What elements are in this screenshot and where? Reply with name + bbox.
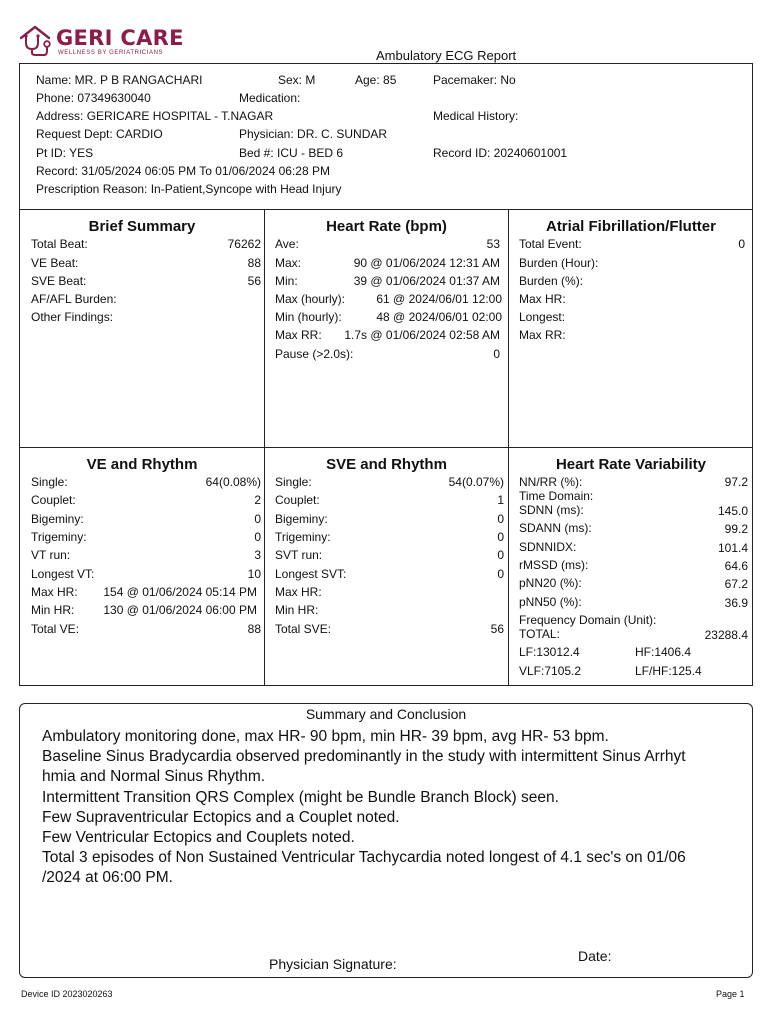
conclusion-title: Summary and Conclusion (305, 706, 467, 722)
af-title: Atrial Fibrillation/Flutter (545, 218, 716, 235)
conclusion-line: Baseline Sinus Bradycardia observed predominantly in the study with intermittent Sinus Arrhyt (42, 748, 686, 765)
patient-address: Address: GERICARE HOSPITAL - T.NAGAR (36, 109, 274, 123)
list-item-value: 90 @ 01/06/2024 12:31 AM (353, 256, 500, 270)
logo-text: GERI CARE (56, 26, 184, 50)
list-item-label: pNN50 (%): (519, 595, 582, 609)
patient-age: Age: 85 (355, 73, 397, 87)
page-number: Page 1 (716, 989, 745, 999)
list-item-label: Total SVE: (275, 622, 332, 636)
list-item-value: 0 (254, 530, 261, 544)
heart-rate-title: Heart Rate (bpm) (326, 218, 447, 235)
list-item-label: Bigeminy: (31, 512, 84, 526)
list-item-value: 36.9 (724, 596, 748, 610)
list-item-value: 88 (247, 622, 261, 636)
divider (508, 447, 509, 686)
list-item-label: Couplet: (275, 493, 320, 507)
record-id: Record ID: 20240601001 (433, 146, 568, 160)
divider (508, 209, 509, 448)
conclusion-line: /2024 at 06:00 PM. (42, 869, 173, 886)
list-item-value: 53 (486, 237, 500, 251)
list-item-value: 0 (738, 237, 745, 251)
list-item-label: Single: (31, 475, 68, 489)
bed-number: Bed #: ICU - BED 6 (239, 146, 344, 160)
list-item-value: 23288.4 (704, 628, 748, 642)
list-item-label: Pause (>2.0s): (275, 347, 354, 361)
list-item-label: SDANN (ms): (519, 521, 592, 535)
list-item-value: 101.4 (717, 541, 748, 555)
list-item-value: 10 (247, 567, 261, 581)
list-item-value: 97.2 (724, 475, 748, 489)
conclusion-line: Total 3 episodes of Non Sustained Ventricular Tachycardia noted longest of 4.1 sec's on 01/06 (42, 849, 686, 866)
list-item-label: rMSSD (ms): (519, 558, 589, 572)
list-item-value: 76262 (227, 237, 261, 251)
list-item-value: 0 (497, 567, 504, 581)
list-item-value: 67.2 (724, 577, 748, 591)
list-item-value: 1 (497, 493, 504, 507)
time-domain-label: Time Domain: (519, 489, 594, 503)
list-item-label: Single: (275, 475, 312, 489)
list-item-value: 56 (247, 274, 261, 288)
list-item-label: Trigeminy: (31, 530, 87, 544)
list-item-value: 145.0 (717, 504, 748, 518)
divider (264, 209, 265, 448)
list-item-value: 64.6 (724, 559, 748, 573)
list-item-label: Min (hourly): (275, 310, 342, 324)
device-id: Device ID 2023020263 (21, 989, 113, 999)
list-item-value: 39 @ 01/06/2024 01:37 AM (353, 274, 500, 288)
sve-title: SVE and Rhythm (326, 456, 447, 473)
list-item-label: VT run: (31, 548, 71, 562)
list-item-label: SVE Beat: (31, 274, 87, 288)
patient-name: Name: MR. P B RANGACHARI (36, 73, 203, 87)
list-item-label: Total Event: (519, 237, 582, 251)
conclusion-line: Intermittent Transition QRS Complex (might be Bundle Branch Block) seen. (42, 789, 559, 806)
list-item-label: Bigeminy: (275, 512, 328, 526)
pacemaker: Pacemaker: No (433, 73, 516, 87)
list-item-label: Max HR: (31, 585, 78, 599)
list-item-label: Max RR: (275, 328, 322, 342)
list-item-value: 48 @ 2024/06/01 02:00 (376, 310, 502, 324)
patient-sex: Sex: M (278, 73, 316, 87)
list-item-value: 0 (254, 512, 261, 526)
list-item-label: VE Beat: (31, 256, 79, 270)
record-period: Record: 31/05/2024 06:05 PM To 01/06/2024 06:28 PM (36, 164, 330, 178)
list-item-label: Total VE: (31, 622, 80, 636)
list-item-label: Min: (275, 274, 298, 288)
list-item-value: 0 (493, 347, 500, 361)
frequency-domain-label: Frequency Domain (Unit): (519, 613, 657, 627)
list-item-value: 130 @ 01/06/2024 06:00 PM (103, 603, 257, 617)
list-item-label: Ave: (275, 237, 299, 251)
list-item-label: SVT run: (275, 548, 323, 562)
list-item-value: 0 (497, 530, 504, 544)
request-dept: Request Dept: CARDIO (36, 127, 163, 141)
list-item-label: TOTAL: (519, 627, 560, 641)
conclusion-line: Few Ventricular Ectopics and Couplets noted. (42, 829, 355, 846)
list-item-label: Longest: (519, 310, 566, 324)
list-item-label: Longest VT: (31, 567, 95, 581)
list-item-label: Max: (275, 256, 302, 270)
list-item-value: 54(0.07%) (448, 475, 504, 489)
conclusion-box (19, 703, 753, 978)
date-label: Date: (578, 948, 612, 964)
conclusion-line: Ambulatory monitoring done, max HR- 90 bpm, min HR- 39 bpm, avg HR- 53 bpm. (42, 728, 609, 745)
hf-value: HF:1406.4 (635, 645, 692, 659)
patient-id: Pt ID: YES (36, 146, 94, 160)
lf-value: LF:13012.4 (519, 645, 580, 659)
list-item-value: 0 (497, 548, 504, 562)
stethoscope-house-icon (18, 24, 54, 56)
logo-tagline: WELLNESS BY GERIATRICIANS (58, 50, 164, 56)
list-item-value: 64(0.08%) (205, 475, 261, 489)
list-item-label: Max (hourly): (275, 292, 346, 306)
ve-title: VE and Rhythm (86, 456, 198, 473)
list-item-value: 2 (254, 493, 261, 507)
list-item-label: NN/RR (%): (519, 475, 583, 489)
geri-care-logo (18, 24, 218, 60)
lfhf-value: LF/HF:125.4 (635, 664, 702, 678)
list-item-label: Min HR: (275, 603, 319, 617)
list-item-value: 88 (247, 256, 261, 270)
conclusion-line: hmia and Normal Sinus Rhythm. (42, 768, 266, 785)
list-item-label: Max HR: (519, 292, 566, 306)
vlf-value: VLF:7105.2 (519, 664, 582, 678)
list-item-value: 56 (490, 622, 504, 636)
list-item-label: Other Findings: (31, 310, 114, 324)
medical-history: Medical History: (433, 109, 519, 123)
list-item-label: AF/AFL Burden: (31, 292, 117, 306)
list-item-label: SDNNIDX: (519, 540, 577, 554)
list-item-label: pNN20 (%): (519, 576, 582, 590)
physician: Physician: DR. C. SUNDAR (239, 127, 388, 141)
list-item-value: 154 @ 01/06/2024 05:14 PM (103, 585, 257, 599)
list-item-value: 0 (497, 512, 504, 526)
list-item-label: Longest SVT: (275, 567, 347, 581)
prescription-reason: Prescription Reason: In-Patient,Syncope with Head Injury (36, 182, 342, 196)
patient-phone: Phone: 07349630040 (36, 91, 151, 105)
list-item-label: Burden (Hour): (519, 256, 599, 270)
list-item-label: Max HR: (275, 585, 322, 599)
list-item-label: Total Beat: (31, 237, 88, 251)
list-item-value: 3 (254, 548, 261, 562)
list-item-label: Couplet: (31, 493, 76, 507)
medication: Medication: (239, 91, 301, 105)
divider (264, 447, 265, 686)
list-item-label: Trigeminy: (275, 530, 331, 544)
list-item-value: 1.7s @ 01/06/2024 02:58 AM (344, 328, 500, 342)
physician-signature-label: Physician Signature: (269, 956, 397, 972)
report-title: Ambulatory ECG Report (376, 48, 517, 63)
list-item-label: SDNN (ms): (519, 503, 584, 517)
conclusion-line: Few Supraventricular Ectopics and a Couplet noted. (42, 809, 400, 826)
list-item-label: Burden (%): (519, 274, 584, 288)
list-item-label: Max RR: (519, 328, 566, 342)
list-item-label: Min HR: (31, 603, 75, 617)
hrv-title: Heart Rate Variability (555, 456, 707, 473)
list-item-value: 99.2 (724, 522, 748, 536)
brief-summary-title: Brief Summary (88, 218, 196, 235)
list-item-value: 61 @ 2024/06/01 12:00 (376, 292, 502, 306)
